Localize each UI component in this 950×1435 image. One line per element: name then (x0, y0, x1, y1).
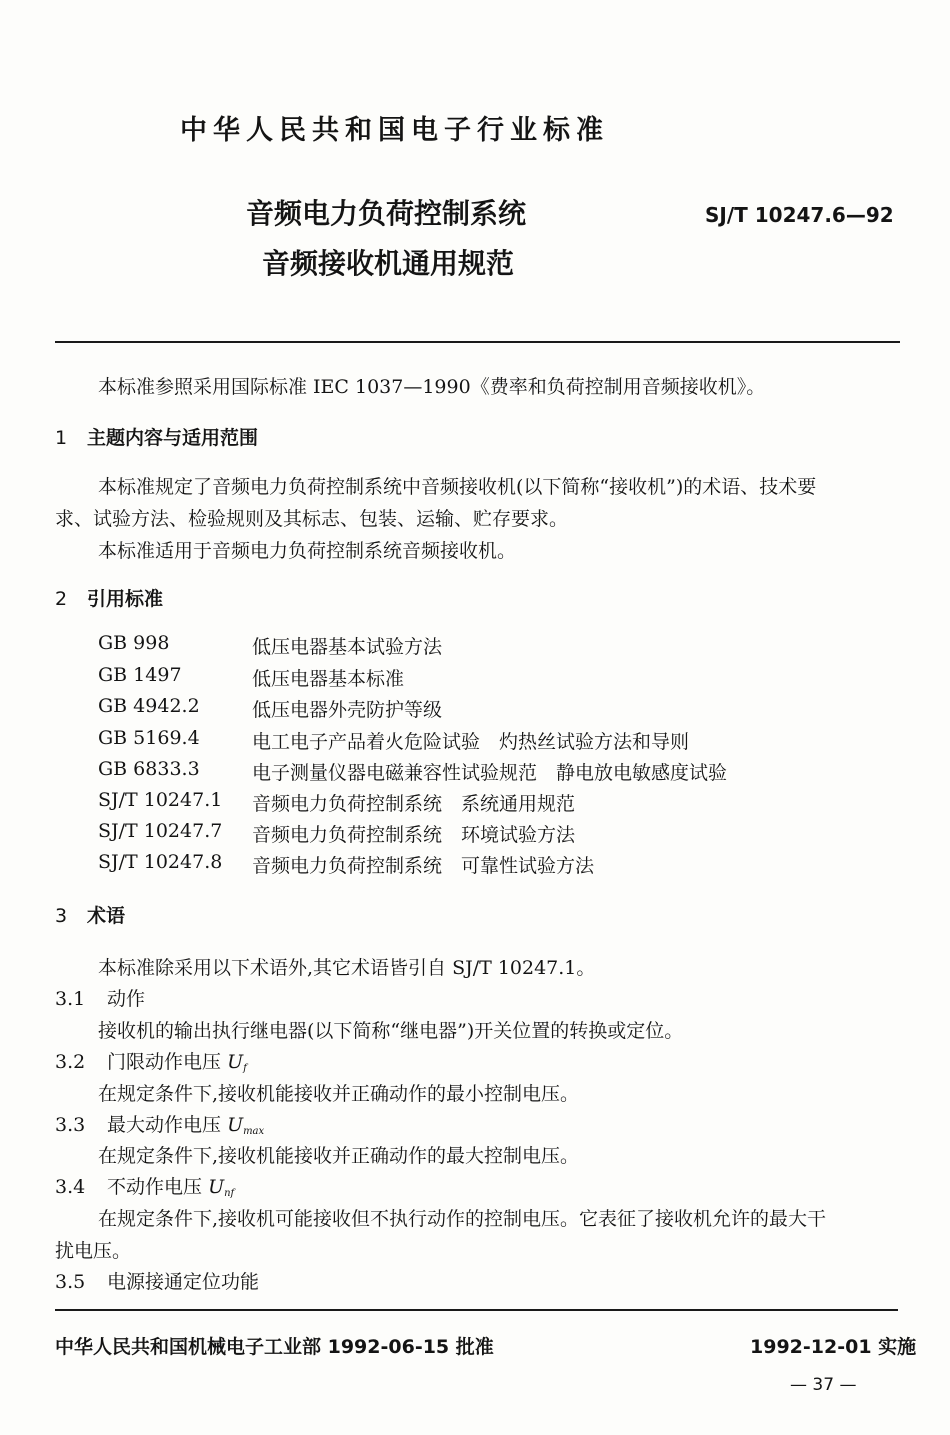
section-3-title: 术语 (87, 905, 126, 927)
term-number: 3.4 (55, 1176, 86, 1198)
section-1-title: 主题内容与适用范围 (87, 427, 259, 449)
ref-code: SJ/T 10247.7 (98, 820, 223, 842)
term-definition: 接收机的输出执行继电器(以下简称“继电器”)开关位置的转换或定位。 (98, 1020, 684, 1042)
term-heading (55, 1047, 247, 1074)
ref-title: 低压电器基本试验方法 (252, 636, 443, 658)
bottom-divider (55, 1309, 898, 1311)
term-definition-line-2: 扰电压。 (55, 1240, 132, 1262)
term-symbol: U (208, 1176, 225, 1198)
ref-code: GB 6833.3 (98, 758, 200, 780)
term-symbol-subscript: f (243, 1063, 247, 1074)
term-number: 3.1 (55, 988, 86, 1010)
ref-title: 音频电力负荷控制系统 可靠性试验方法 (252, 855, 595, 877)
ref-code: SJ/T 10247.8 (98, 851, 223, 873)
term-symbol-subscript: max (243, 1126, 265, 1137)
ref-code: GB 4942.2 (98, 695, 200, 717)
ref-code: GB 998 (98, 632, 170, 654)
ref-title: 音频电力负荷控制系统 系统通用规范 (252, 793, 576, 815)
term-number: 3.3 (55, 1114, 86, 1136)
section-1-para-1-line-1: 本标准规定了音频电力负荷控制系统中音频接收机(以下简称“接收机”)的术语、技术要 (98, 476, 817, 498)
ref-title: 电子测量仪器电磁兼容性试验规范 静电放电敏感度试验 (252, 762, 728, 784)
ref-code: SJ/T 10247.1 (98, 789, 223, 811)
page-number: — 37 — (790, 1375, 857, 1395)
term-name: 电源接通定位功能 (107, 1271, 260, 1293)
term-heading (55, 1267, 259, 1294)
ref-code: GB 5169.4 (98, 727, 200, 749)
section-3-intro: 本标准除采用以下术语外,其它术语皆引自 SJ/T 10247.1。 (98, 957, 596, 979)
section-2-number: 2 (55, 588, 68, 610)
standard-code: SJ/T 10247.6—92 (705, 203, 894, 227)
term-heading (55, 984, 145, 1011)
term-number: 3.5 (55, 1271, 86, 1293)
document-title-line-1: 音频电力负荷控制系统 (246, 197, 527, 230)
section-1-number: 1 (55, 427, 68, 449)
ref-title: 音频电力负荷控制系统 环境试验方法 (252, 824, 576, 846)
intro-paragraph: 本标准参照采用国际标准 IEC 1037—1990《费率和负荷控制用音频接收机》。 (98, 376, 766, 398)
standard-category-header: 中华人民共和国电子行业标准 (180, 115, 609, 146)
term-name: 最大动作电压 (107, 1114, 222, 1136)
term-heading (55, 1110, 264, 1137)
ref-code: GB 1497 (98, 664, 182, 686)
section-2-title: 引用标准 (87, 588, 164, 610)
term-name: 不动作电压 (107, 1176, 203, 1198)
term-symbol: U (227, 1051, 244, 1073)
section-3-number: 3 (55, 905, 68, 927)
document-title-line-2: 音频接收机通用规范 (262, 247, 515, 280)
top-divider (55, 341, 900, 343)
term-symbol-subscript: nf (224, 1188, 235, 1199)
term-definition-line-1: 在规定条件下,接收机可能接收但不执行动作的控制电压。它表征了接收机允许的最大干 (98, 1208, 827, 1230)
section-1-para-1-line-2: 求、试验方法、检验规则及其标志、包装、运输、贮存要求。 (55, 508, 569, 530)
term-heading (55, 1172, 234, 1199)
approval-line: 中华人民共和国机械电子工业部 1992-06-15 批准 (55, 1336, 494, 1358)
term-name: 门限动作电压 (107, 1051, 222, 1073)
effective-date: 1992-12-01 实施 (750, 1336, 917, 1358)
term-name: 动作 (107, 988, 146, 1010)
ref-title: 电工电子产品着火危险试验 灼热丝试验方法和导则 (252, 731, 690, 753)
section-2-heading (55, 584, 163, 611)
term-number: 3.2 (55, 1051, 86, 1073)
ref-title: 低压电器外壳防护等级 (252, 699, 443, 721)
term-definition: 在规定条件下,接收机能接收并正确动作的最小控制电压。 (98, 1083, 580, 1105)
section-1-para-2: 本标准适用于音频电力负荷控制系统音频接收机。 (98, 540, 517, 562)
section-1-heading (55, 423, 258, 450)
term-symbol: U (227, 1114, 244, 1136)
ref-title: 低压电器基本标准 (252, 668, 405, 690)
section-3-heading (55, 901, 125, 928)
term-definition: 在规定条件下,接收机能接收并正确动作的最大控制电压。 (98, 1145, 580, 1167)
